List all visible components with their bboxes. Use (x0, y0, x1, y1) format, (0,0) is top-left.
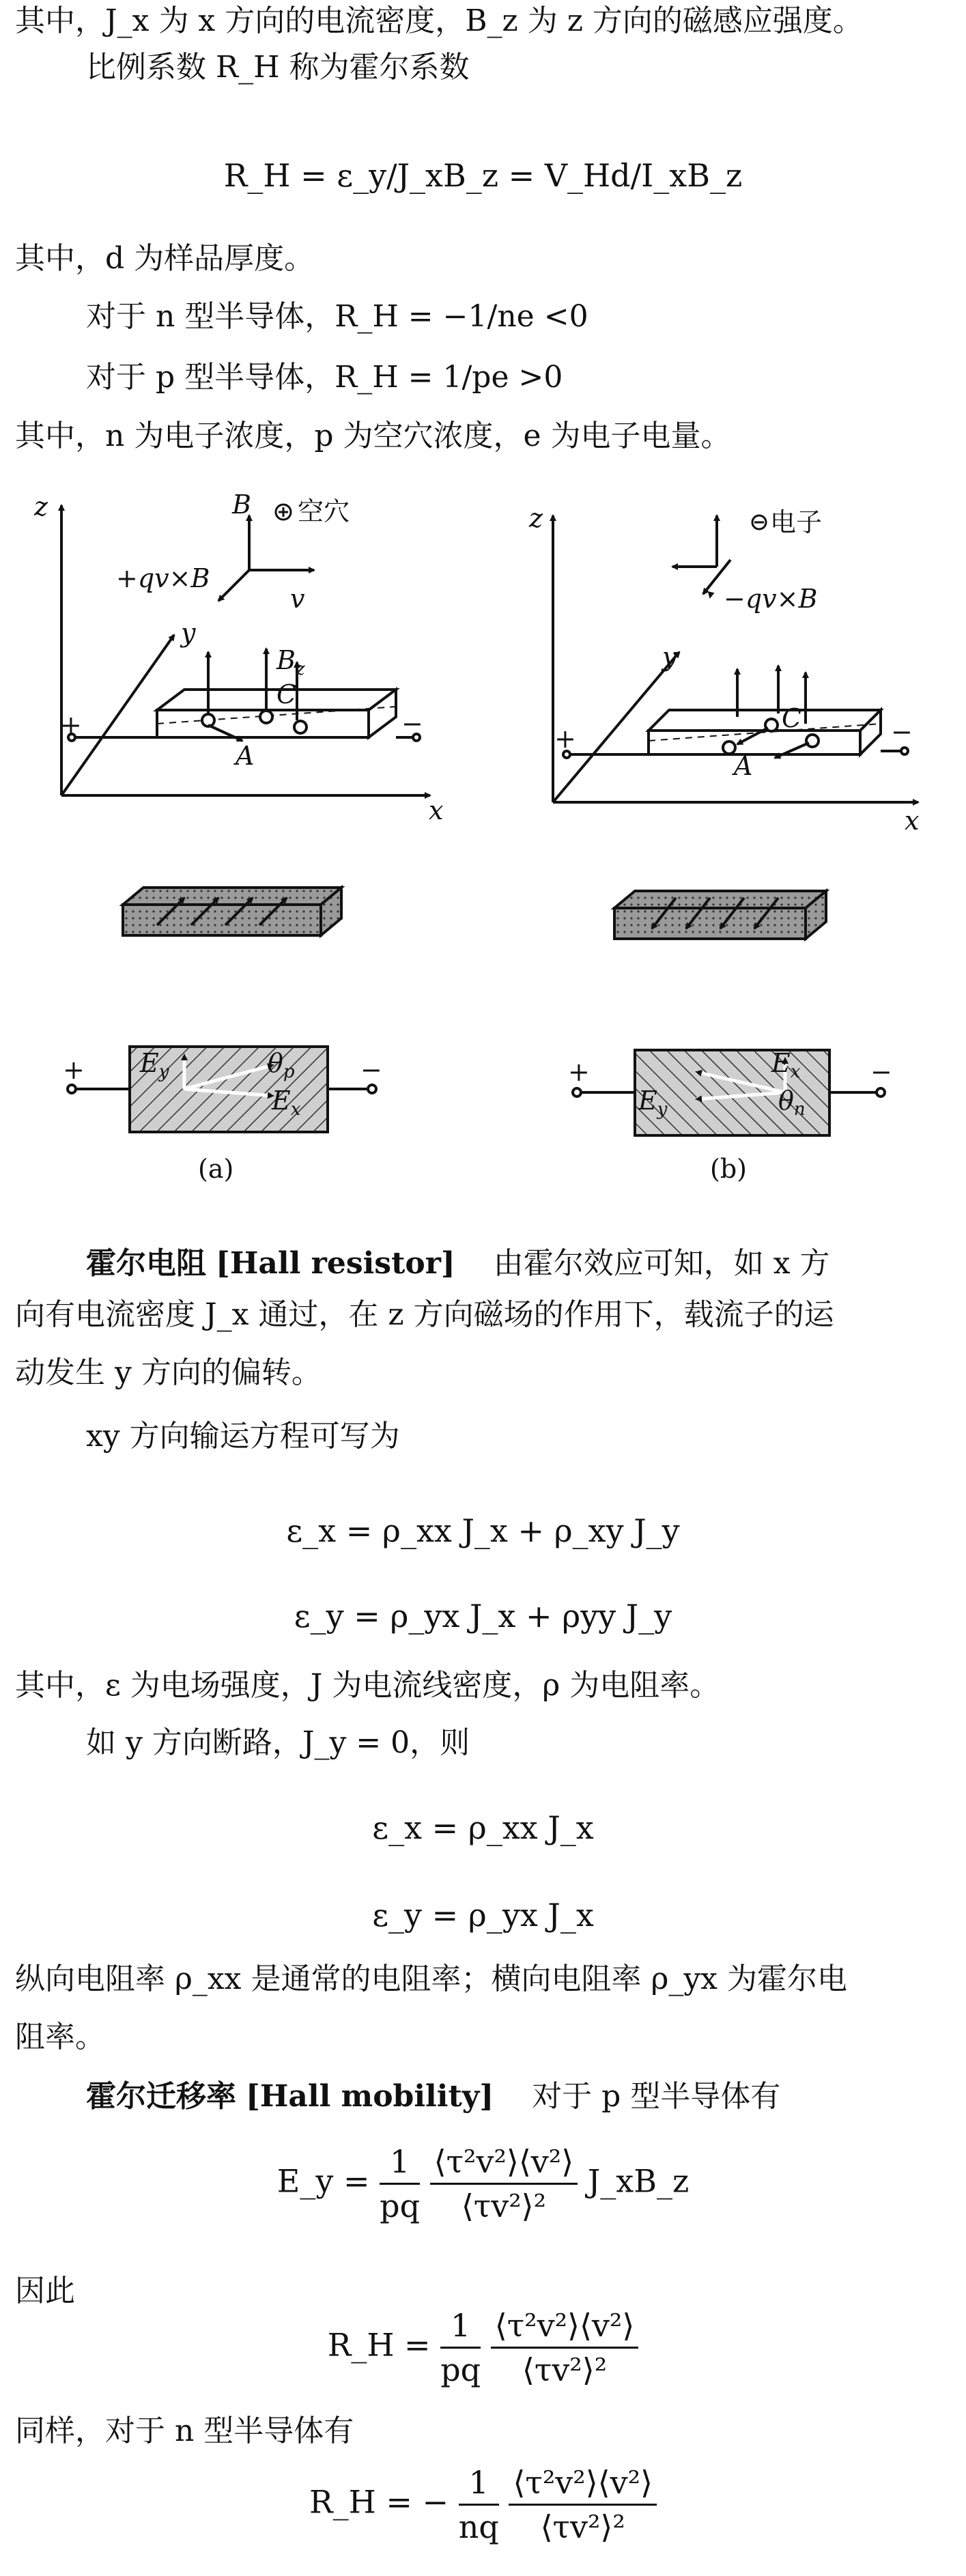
resistivity-line-2: 阻率。 (15, 2020, 105, 2054)
axis-x-label-b: x (905, 806, 920, 836)
hole-label: 空穴 (298, 496, 350, 526)
v-label: v (290, 584, 305, 614)
text-line-6: 其中，n 为电子浓度，p 为空穴浓度，e 为电子电量。 (15, 419, 731, 453)
a-point-label-b: A (734, 751, 753, 781)
equation-ex: ε_x = ρ_xx J_x + ρ_xy J_y (286, 1512, 680, 1549)
hall-mobility-term: 霍尔迁移率 (86, 2079, 236, 2114)
hall-resistor-intro-a: 由霍尔效应可知，如 x 方 (493, 1246, 830, 1281)
equation-Ey-mobility (0, 2140, 966, 2227)
xy-transport-text: xy 方向输运方程可写为 (86, 1419, 400, 1454)
minus-terminal: − (401, 709, 423, 739)
text-line-2: 比例系数 R_H 称为霍尔系数 (86, 50, 470, 85)
hall-mobility-term-en: [Hall mobility] (246, 2079, 494, 2114)
b-label: B (232, 490, 251, 520)
electron-label: 电子 (770, 507, 823, 537)
therefore-text: 因此 (15, 2274, 75, 2308)
panel-b-slab (614, 891, 826, 939)
ey-rhs: J_xB_z (587, 2162, 690, 2200)
open-circuit-text: 如 y 方向断路，J_y = 0，则 (86, 1725, 470, 1760)
equation-RH-n (0, 2461, 966, 2548)
equation-ey2: ε_y = ρ_yx J_x (372, 1897, 594, 1934)
plus-terminal-b: + (554, 724, 576, 754)
axis-z-label-b: z (529, 503, 543, 533)
plate-a-plus: + (63, 1055, 85, 1085)
panel-a-slab (123, 888, 341, 935)
text-line-5: 对于 p 型半导体，R_H = 1/pe >0 (86, 360, 563, 395)
axis-z-label: z (34, 492, 48, 522)
panel-b-labels (528, 503, 919, 836)
equation-RH-p (0, 2304, 966, 2391)
hall-effect-figure (0, 471, 966, 1208)
hall-mobility-intro: 对于 p 型半导体有 (532, 2079, 781, 2114)
plate-b-plus: + (568, 1057, 590, 1087)
similarly-text: 同样，对于 n 型半导体有 (15, 2414, 354, 2448)
text-line-1: 其中，J_x 为 x 方向的电流密度，B_z 为 z 方向的磁感应强度。 (15, 3, 863, 38)
axis-y-label-b: y (662, 642, 677, 672)
bz-label: $B_z$ (276, 645, 305, 679)
fraction-tau-v-3: $\frac{\text{⟨τ²v²⟩⟨v²⟩}}{\text{⟨τv²⟩²}}$ (509, 2461, 657, 2548)
plate-b-minus: − (870, 1057, 892, 1087)
resistivity-line-1: 纵向电阻率 ρ_xx 是通常的电阻率；横向电阻率 ρ_yx 为霍尔电 (15, 1962, 847, 1996)
force-label: +qv×B (116, 563, 210, 593)
fraction-tau-v: $\frac{\text{⟨τ²v²⟩⟨v²⟩}}{\text{⟨τv²⟩²}}$ (430, 2140, 578, 2227)
rhn-lhs: R_H = − (309, 2483, 449, 2521)
hall-resistor-line-1 (86, 1243, 966, 1285)
hall-resistor-line-2: 向有电流密度 J_x 通过，在 z 方向磁场的作用下，载流子的运 (15, 1297, 834, 1332)
caption-b: (b) (710, 1154, 747, 1184)
rh-lhs: R_H = (327, 2326, 441, 2364)
panel-b-plate (573, 1050, 885, 1135)
axis-x-label: x (429, 795, 444, 825)
ey-lhs: E_y = (276, 2162, 380, 2200)
fraction-1-over-pq-2: $\frac{1}{pq}$ (440, 2304, 481, 2391)
hall-resistor-term-en: [Hall resistor] (216, 1246, 455, 1281)
force-label-b: −qv×B (724, 584, 818, 614)
fraction-1-over-nq: $\frac{1}{nq}$ (459, 2461, 499, 2548)
plate-b-ex: $E_x$ (771, 1048, 801, 1082)
equation-hall-coefficient: R_H = ε_y/J_xB_z = V_Hd/I_xB_z (223, 157, 743, 194)
hall-mobility-line (86, 2076, 966, 2118)
text-line-4: 对于 n 型半导体，R_H = −1/ne <0 (86, 299, 588, 334)
fraction-1-over-pq: $\frac{1}{pq}$ (380, 2140, 420, 2227)
plate-a-theta: $\theta_p$ (268, 1048, 295, 1082)
minus-terminal-b: − (891, 717, 913, 747)
fraction-tau-v-2: $\frac{\text{⟨τ²v²⟩⟨v²⟩}}{\text{⟨τv²⟩²}}$ (491, 2304, 639, 2391)
text-line-3: 其中，d 为样品厚度。 (15, 241, 315, 276)
where-text: 其中，ε 为电场强度，J 为电流线密度，ρ 为电阻率。 (15, 1668, 720, 1703)
a-point-label: A (236, 741, 255, 771)
c-point-label-b: C (782, 703, 802, 733)
hall-resistor-line-3: 动发生 y 方向的偏转。 (15, 1355, 322, 1390)
c-point-label: C (276, 679, 297, 709)
plate-b-theta: $\theta_n$ (778, 1086, 806, 1120)
plate-a-ex: $E_x$ (272, 1086, 301, 1120)
panel-a-labels (33, 490, 443, 825)
hall-resistor-term: 霍尔电阻 (86, 1246, 206, 1281)
plate-a-ey: $E_y$ (140, 1048, 169, 1082)
plate-b-ey: $E_y$ (638, 1086, 668, 1120)
caption-a: (a) (198, 1154, 234, 1184)
panel-a-plate (68, 1047, 376, 1132)
plate-a-minus: − (360, 1055, 382, 1085)
equation-ex2: ε_x = ρ_xx J_x (372, 1809, 594, 1846)
equation-ey: ε_y = ρ_yx J_x + ρyy J_y (294, 1598, 672, 1634)
axis-y-label: y (181, 618, 196, 648)
plus-terminal: + (60, 710, 82, 740)
